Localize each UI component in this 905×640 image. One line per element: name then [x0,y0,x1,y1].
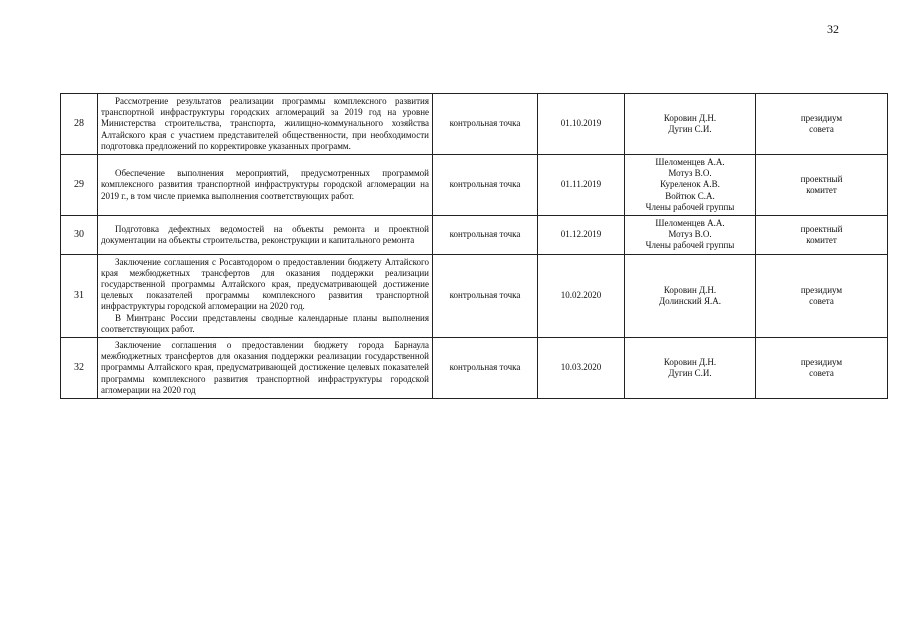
responsible-cell [625,254,756,337]
responsible-cell [625,338,756,399]
responsible-person: Дугин С.И. [668,368,712,379]
responsible-person: Шеломенцев А.А. [655,157,725,168]
responsible-cell [625,216,756,255]
due-date: 10.03.2020 [560,362,602,373]
event-type-cell [433,155,538,216]
event-type: контрольная точка [449,179,521,190]
approving-body-line: совета [809,295,834,306]
responsible-person: Коровин Д.Н. [663,112,717,123]
description-cell [98,338,433,399]
responsible-person: Мотуз В.О. [668,229,712,240]
responsible-person: Куреленок А.В. [660,179,720,190]
approving-body-line: проектный [800,173,843,184]
responsible-person: Члены рабочей группы [645,240,735,251]
row-number: 28 [74,118,84,130]
plan-table-body [61,94,888,399]
approving-body-line: совета [809,124,834,134]
event-type-cell [433,94,538,155]
plan-table [60,93,888,399]
responsible-person: Войтюк С.А. [665,190,715,201]
row-number: 31 [74,290,84,302]
approving-body-line: комитет [806,185,837,196]
description-cell [98,94,433,155]
date-cell [538,338,625,399]
event-type-cell [433,338,538,399]
due-date: 01.12.2019 [560,229,602,240]
description-cell [98,254,433,337]
date-cell [538,254,625,337]
approving-body-line: комитет [806,234,837,245]
row-number-cell [61,94,98,155]
approving-body-line: президиум [800,356,843,367]
row-number: 30 [74,229,84,241]
date-cell [538,94,625,155]
event-type-cell [433,254,538,337]
responsible-person: Долинский Я.А. [659,295,721,306]
table-row [61,155,888,216]
due-date: 01.11.2019 [560,179,602,190]
description-cell [98,155,433,216]
approving-body-cell [756,216,888,255]
responsible-cell [625,155,756,216]
event-type: контрольная точка [449,362,521,373]
event-type: контрольная точка [449,229,521,240]
approving-body-cell [756,338,888,399]
approving-body-line: проектный [800,223,843,234]
table-row [61,254,888,337]
row-number-cell [61,216,98,255]
approving-body-line: президиум [800,284,843,295]
table-row [61,216,888,255]
responsible-cell [625,94,756,155]
date-cell [538,155,625,216]
table-row [61,94,888,155]
row-number-cell [61,254,98,337]
responsible-person: Шеломенцев А.А. [655,218,725,229]
row-number: 29 [74,179,84,191]
description-paragraph: В Минтранс России представлены сводные календарные планы выполнения соответствующих работ. [101,312,429,334]
responsible-person: Дугин С.И. [668,124,712,134]
table-row [61,338,888,399]
description-paragraph: Заключение соглашения с Росавтодором о предоставлении бюджету Алтайского края межбюджетных трансфертов для оказания поддержки реализации государственной программы Алтайского края, предусматривающей достижение целевых показателей программы комплексного развития транспортной инфраструктуры городской агломерации на 2020 год. [101,256,429,312]
row-number-cell [61,338,98,399]
responsible-person: Члены рабочей группы [645,201,735,212]
row-number: 32 [74,362,84,374]
event-type: контрольная точка [449,290,521,301]
approving-body-cell [756,254,888,337]
page-number: 32 [827,22,839,36]
responsible-person: Коровин Д.Н. [663,284,717,295]
due-date: 01.10.2019 [560,118,602,129]
event-type-cell [433,216,538,255]
description-paragraph: Обеспечение выполнения мероприятий, предусмотренных программой комплексного развития транспортной инфраструктуры городской агломерации на 2019 г., в том числе приемка выполнения соответствующих работ. [101,168,429,201]
responsible-person: Коровин Д.Н. [663,356,717,367]
due-date: 10.02.2020 [560,290,602,301]
description-cell [98,216,433,255]
description-paragraph: Заключение соглашения о предоставлении бюджету города Барнаула межбюджетных трансфертов для оказания поддержки реализации государственной программы Алтайского края, предусматривающей достижение целевых показателей программы комплексного развития транспортной инфраструктуры городской агломерации на 2020 год [101,340,429,395]
description-paragraph: Подготовка дефектных ведомостей на объекты ремонта и проектной документации на объекты строительства, реконструкции и капитального ремонта [101,223,429,245]
approving-body-cell [756,94,888,155]
event-type: контрольная точка [449,118,521,129]
approving-body-cell [756,155,888,216]
approving-body-line: президиум [800,112,843,123]
row-number-cell [61,155,98,216]
approving-body-line: совета [809,368,834,379]
responsible-person: Мотуз В.О. [668,168,712,179]
description-paragraph: Рассмотрение результатов реализации программы комплексного развития транспортной инфраструктуры городских агломераций за 2019 год на уровне Министерства строительства, транспорта, жилищно-коммунального хозяйства Алтайского края с участием представителей общественности, при необходимости подготовка предложений по корректировке указанных программ. [101,96,429,151]
date-cell [538,216,625,255]
